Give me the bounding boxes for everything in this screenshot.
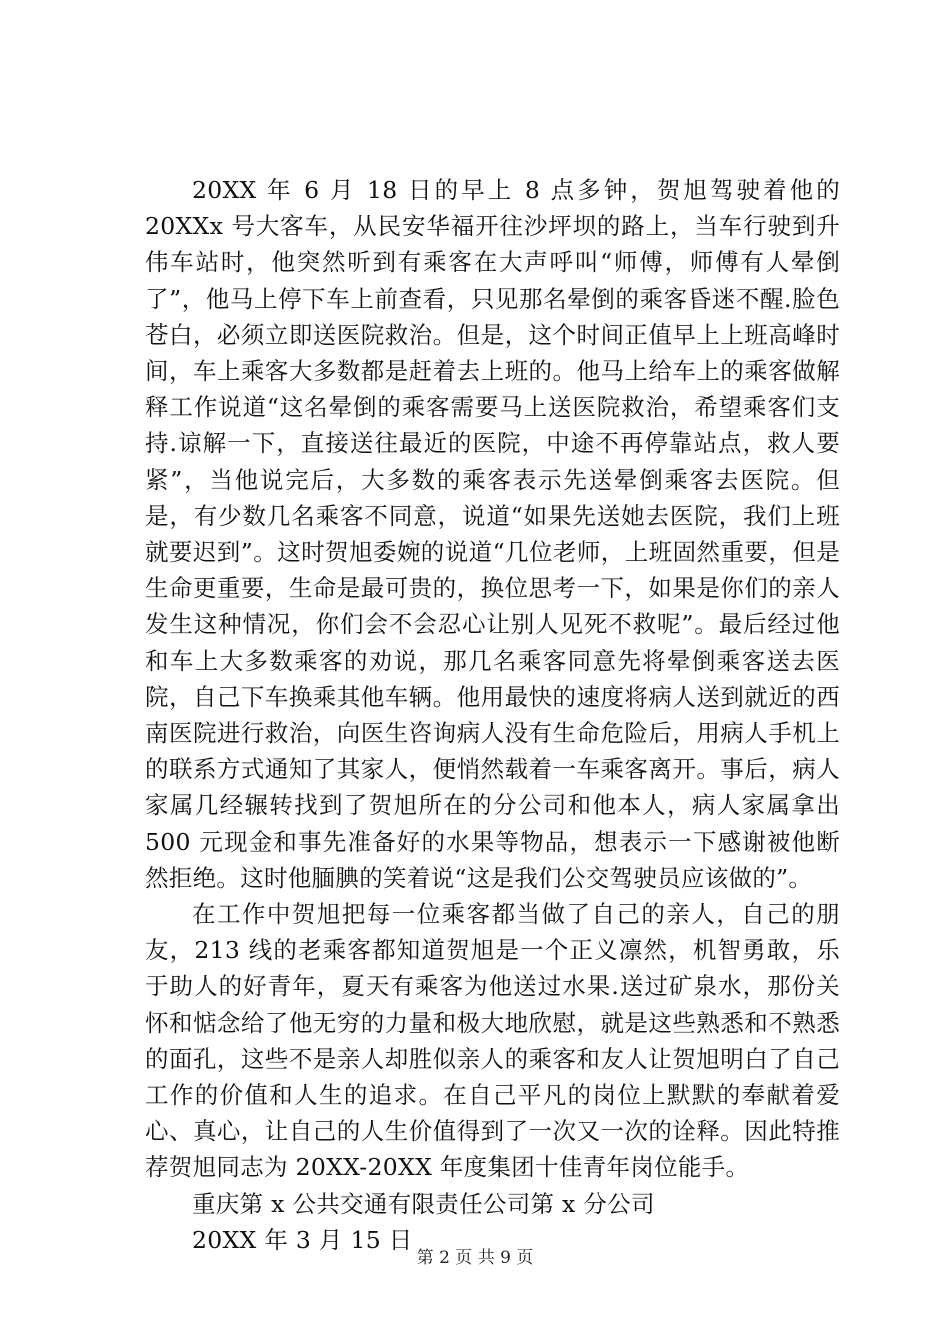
paragraph-rescue-story: 20XX 年 6 月 18 日的早上 8 点多钟，贺旭驾驶着他的 20XXx 号大客车，从民安华福开往沙坪坝的路上，当车行驶到升伟车站时，他突然听到有乘客在大声呼叫“师傅，师傅有人晕倒了”，他马上停下车上前查看，只见那名晕倒的乘客昏迷不醒.脸色苍白，必须立即送医院救治。但是，这个时间正值早上上班高峰时间，车上乘客大多数都是赶着去上班的。他马上给车上的乘客做解释工作说道“这名晕倒的乘客需要马上送医院救治，希望乘客们支持.谅解一下，直接送往最近的医院，中途不再停靠站点，救人要紧”，当他说完后，大多数的乘客表示先送晕倒乘客去医院。但是，有少数几名乘客不同意，说道“如果先送她去医院，我们上班就要迟到”。这时贺旭委婉的说道“几位老师，上班固然重要，但是生命更重要，生命是最可贵的，换位思考一下，如果是你们的亲人发生这种情况，你们会不会忍心让别人见死不救呢”。最后经过他和车上大多数乘客的劝说，那几名乘客同意先将晕倒乘客送去医院，自己下车换乘其他车辆。他用最快的速度将病人送到就近的西南医院进行救治，向医生咨询病人没有生命危险后，用病人手机上的联系方式通知了其家人，便悄然载着一车乘客离开。事后，病人家属几经辗转找到了贺旭所在的分公司和他本人，病人家属拿出 500 元现金和事先准备好的水果等物品，想表示一下感谢被他断然拒绝。这时他腼腆的笑着说“这是我们公交驾驶员应该做的”。 xyxy=(145,176,840,892)
document-body xyxy=(145,172,840,1258)
signature-organization: 重庆第 x 公共交通有限责任公司第 x 分公司 xyxy=(192,1189,655,1218)
page-footer xyxy=(0,1243,950,1268)
paragraph-recommendation: 在工作中贺旭把每一位乘客都当做了自己的亲人，自己的朋友，213 线的老乘客都知道贺旭是一个正义凛然，机智勇敢，乐于助人的好青年，夏天有乘客为他送过水果.送过矿泉水，那份关怀和惦念给了他无穷的力量和极大地欣慰，就是这些熟悉和不熟悉的面孔，这些不是亲人却胜似亲人的乘客和友人让贺旭明白了自己工作的价值和人生的追求。在自己平凡的岗位上默默的奉献着爱心、真心，让自己的人生价值得到了一次又一次的诠释。因此特推荐贺旭同志为 20XX-20XX 年度集团十佳青年岗位能手。 xyxy=(145,900,840,1182)
signature-date: 20XX 年 3 月 15 日 xyxy=(192,1225,413,1254)
page-number: 第 2 页 共 9 页 xyxy=(416,1248,534,1268)
